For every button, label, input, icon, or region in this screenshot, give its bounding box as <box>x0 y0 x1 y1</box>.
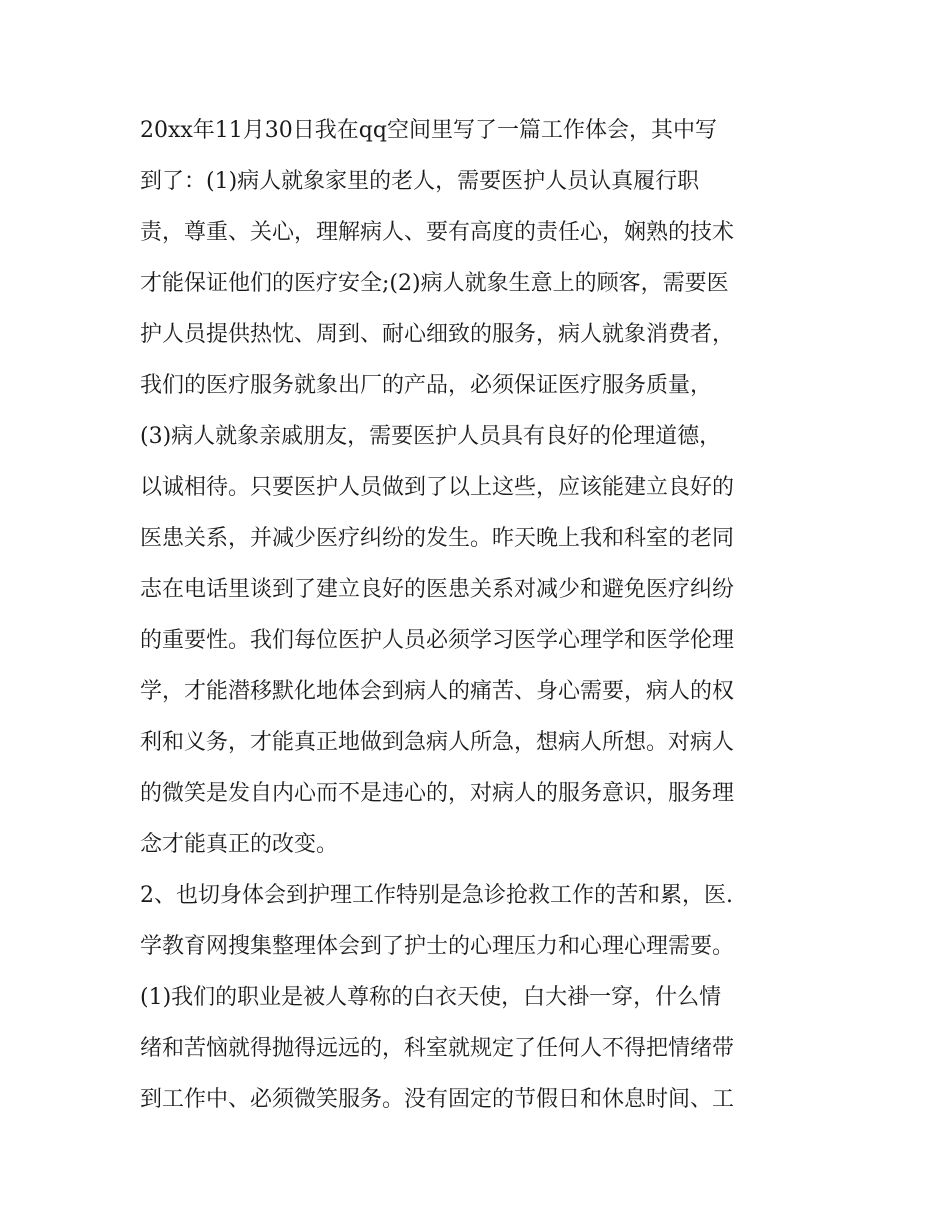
text-line: 的微笑是发自内心而不是违心的，对病人的服务意识，服务理 <box>140 781 735 806</box>
text-line: 2、也切身体会到护理工作特别是急诊抢救工作的苦和累，医. <box>140 883 733 908</box>
text-line: 才能保证他们的医疗安全;(2)病人就象生意上的顾客，需要医 <box>140 271 729 296</box>
text-line: 利和义务，才能真正地做到急病人所急，想病人所想。对病人 <box>140 730 735 755</box>
text-line: 以诚相待。只要医护人员做到了以上这些，应该能建立良好的 <box>140 475 735 500</box>
text-line: (1)我们的职业是被人尊称的白衣天使，白大褂一穿，什么情 <box>140 985 722 1010</box>
text-line: 护人员提供热忱、周到、耐心细致的服务，病人就象消费者， <box>140 322 735 347</box>
text-line: 绪和苦恼就得抛得远远的，科室就规定了任何人不得把情绪带 <box>140 1036 735 1061</box>
text-line: 学教育网搜集整理体会到了护士的心理压力和心理心理需要。 <box>140 934 735 959</box>
text-line: 20xx年11月30日我在qq空间里写了一篇工作体会，其中写 <box>140 118 717 143</box>
text-line: (3)病人就象亲戚朋友，需要医护人员具有良好的伦理道德， <box>140 424 722 449</box>
text-line: 我们的医疗服务就象出厂的产品，必须保证医疗服务质量， <box>140 373 713 398</box>
text-line: 念才能真正的改变。 <box>140 832 339 857</box>
text-line: 到工作中、必须微笑服务。没有固定的节假日和休息时间、工 <box>140 1087 735 1112</box>
text-line: 责，尊重、关心，理解病人、要有高度的责任心，娴熟的技术 <box>140 220 735 245</box>
text-line: 医患关系，并减少医疗纠纷的发生。昨天晚上我和科室的老同 <box>140 526 735 551</box>
text-line: 的重要性。我们每位医护人员必须学习医学心理学和医学伦理 <box>140 628 735 653</box>
text-line: 学，才能潜移默化地体会到病人的痛苦、身心需要，病人的权 <box>140 679 735 704</box>
text-line: 志在电话里谈到了建立良好的医患关系对减少和避免医疗纠纷 <box>140 577 735 602</box>
text-line: 到了：(1)病人就象家里的老人，需要医护人员认真履行职 <box>140 169 700 194</box>
body-text <box>140 105 820 1125</box>
